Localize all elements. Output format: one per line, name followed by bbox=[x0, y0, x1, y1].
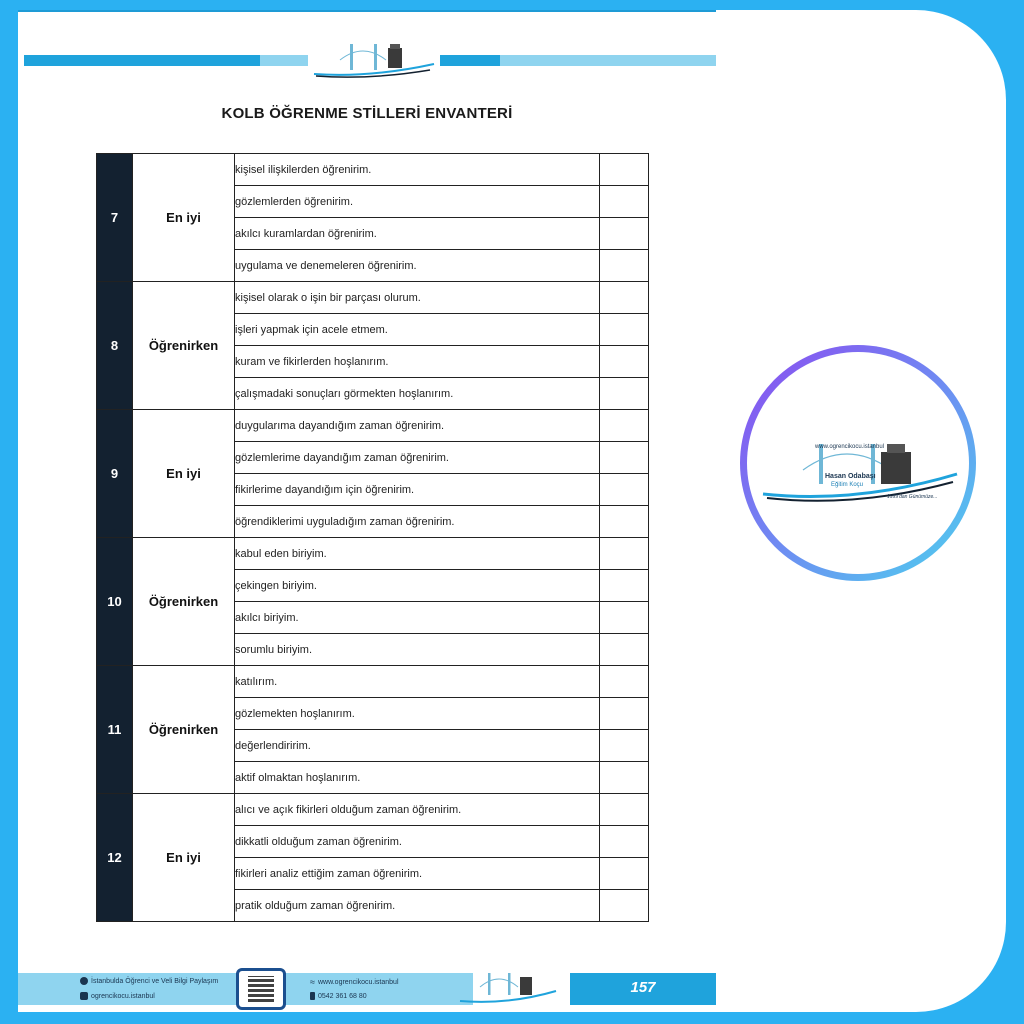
statement-text: işleri yapmak için acele etmem. bbox=[235, 314, 600, 346]
statement-text: sorumlu biriyim. bbox=[235, 634, 600, 666]
statement-text: gözlemekten hoşlanırım. bbox=[235, 698, 600, 730]
header-bar bbox=[260, 55, 308, 66]
table-row bbox=[97, 666, 649, 698]
logo-badge bbox=[740, 345, 976, 581]
score-box[interactable] bbox=[600, 314, 649, 346]
document-title: KOLB ÖĞRENME STİLLERİ ENVANTERİ bbox=[221, 105, 513, 122]
header-bar bbox=[440, 55, 500, 66]
score-box[interactable] bbox=[600, 250, 649, 282]
table-row bbox=[97, 282, 649, 314]
score-box[interactable] bbox=[600, 634, 649, 666]
phone-text: 0542 361 68 80 bbox=[318, 992, 367, 1000]
page-number: 157 bbox=[630, 979, 656, 996]
document-page bbox=[18, 10, 716, 1012]
statement-text: gözlemlerime dayandığım zaman öğrenirim. bbox=[235, 442, 600, 474]
table-row bbox=[97, 538, 649, 570]
phone-info bbox=[310, 992, 367, 1000]
statement-text: fikirlerime dayandığım için öğrenirim. bbox=[235, 474, 600, 506]
question-prompt: Öğrenirken bbox=[133, 538, 235, 666]
header-bar bbox=[500, 55, 716, 66]
top-rule bbox=[18, 10, 716, 12]
statement-text: akılcı biriyim. bbox=[235, 602, 600, 634]
score-box[interactable] bbox=[600, 570, 649, 602]
statement-text: dikkatli olduğum zaman öğrenirim. bbox=[235, 826, 600, 858]
question-number: 10 bbox=[97, 538, 133, 666]
score-box[interactable] bbox=[600, 186, 649, 218]
statement-text: kişisel olarak o işin bir parçası olurum. bbox=[235, 282, 600, 314]
statement-text: çekingen biriyim. bbox=[235, 570, 600, 602]
table-row bbox=[97, 154, 649, 186]
inventory-table bbox=[96, 153, 649, 922]
statement-text: değerlendiririm. bbox=[235, 730, 600, 762]
score-box[interactable] bbox=[600, 410, 649, 442]
score-box[interactable] bbox=[600, 730, 649, 762]
question-prompt: En iyi bbox=[133, 154, 235, 282]
score-box[interactable] bbox=[600, 826, 649, 858]
statement-text: öğrendiklerimi uyguladığım zaman öğrenirim. bbox=[235, 506, 600, 538]
score-box[interactable] bbox=[600, 474, 649, 506]
facebook-icon bbox=[80, 977, 88, 985]
bridge-logo bbox=[310, 38, 438, 78]
question-number: 9 bbox=[97, 410, 133, 538]
score-box[interactable] bbox=[600, 698, 649, 730]
facebook-text: İstanbulda Öğrenci ve Veli Bilgi Paylaşım bbox=[91, 977, 219, 985]
question-prompt: En iyi bbox=[133, 410, 235, 538]
qr-code bbox=[236, 968, 286, 1010]
logo-role: Eğitim Koçu bbox=[831, 482, 864, 488]
score-box[interactable] bbox=[600, 442, 649, 474]
youtube-info bbox=[80, 992, 155, 1000]
facebook-info bbox=[80, 977, 218, 985]
score-box[interactable] bbox=[600, 154, 649, 186]
statement-text: kuram ve fikirlerden hoşlanırım. bbox=[235, 346, 600, 378]
statement-text: uygulama ve denemeleren öğrenirim. bbox=[235, 250, 600, 282]
score-box[interactable] bbox=[600, 218, 649, 250]
website-info bbox=[310, 977, 399, 987]
statement-text: fikirleri analiz ettiğim zaman öğrenirim. bbox=[235, 858, 600, 890]
question-prompt: Öğrenirken bbox=[133, 282, 235, 410]
statement-text: alıcı ve açık fikirleri olduğum zaman öğrenirim. bbox=[235, 794, 600, 826]
logo-url: www.ogrencikocu.istanbul bbox=[815, 444, 885, 450]
phone-icon bbox=[310, 992, 315, 1000]
score-box[interactable] bbox=[600, 378, 649, 410]
header-bar bbox=[24, 55, 260, 66]
score-box[interactable] bbox=[600, 282, 649, 314]
score-box[interactable] bbox=[600, 666, 649, 698]
footer bbox=[18, 973, 716, 1005]
question-number: 12 bbox=[97, 794, 133, 922]
question-number: 7 bbox=[97, 154, 133, 282]
statement-text: kişisel ilişkilerden öğrenirim. bbox=[235, 154, 600, 186]
score-box[interactable] bbox=[600, 794, 649, 826]
score-box[interactable] bbox=[600, 858, 649, 890]
question-prompt: Öğrenirken bbox=[133, 666, 235, 794]
bridge-logo bbox=[458, 967, 558, 1005]
youtube-icon bbox=[80, 992, 88, 1000]
score-box[interactable] bbox=[600, 506, 649, 538]
logo-name: Hasan Odabaşı bbox=[825, 473, 876, 480]
logo-since: 1999'dan Günümüze... bbox=[887, 494, 938, 500]
statement-text: katılırım. bbox=[235, 666, 600, 698]
table-row bbox=[97, 410, 649, 442]
youtube-text: ogrencikocu.istanbul bbox=[91, 992, 155, 1000]
statement-text: çalışmadaki sonuçları görmekten hoşlanırım. bbox=[235, 378, 600, 410]
score-box[interactable] bbox=[600, 346, 649, 378]
statement-text: gözlemlerden öğrenirim. bbox=[235, 186, 600, 218]
statement-text: aktif olmaktan hoşlanırım. bbox=[235, 762, 600, 794]
score-box[interactable] bbox=[600, 890, 649, 922]
wifi-icon: ≈ bbox=[310, 977, 315, 987]
question-number: 11 bbox=[97, 666, 133, 794]
score-box[interactable] bbox=[600, 538, 649, 570]
score-box[interactable] bbox=[600, 762, 649, 794]
statement-text: pratik olduğum zaman öğrenirim. bbox=[235, 890, 600, 922]
statement-text: duygularıma dayandığım zaman öğrenirim. bbox=[235, 410, 600, 442]
question-number: 8 bbox=[97, 282, 133, 410]
question-prompt: En iyi bbox=[133, 794, 235, 922]
table-row bbox=[97, 794, 649, 826]
website-text: www.ogrencikocu.istanbul bbox=[317, 978, 399, 986]
score-box[interactable] bbox=[600, 602, 649, 634]
statement-text: kabul eden biriyim. bbox=[235, 538, 600, 570]
statement-text: akılcı kuramlardan öğrenirim. bbox=[235, 218, 600, 250]
